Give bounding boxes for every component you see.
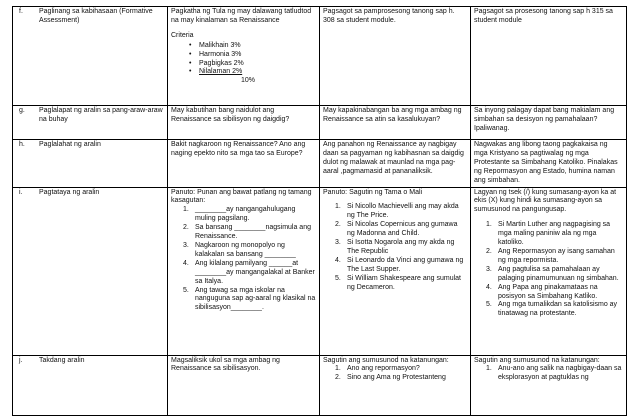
quiz-item: 4. Ang kilalang pamilyang ______at ________ay mangangalakal at Banker sa Italya.	[183, 259, 315, 285]
day1-cell	[168, 187, 320, 355]
day2-cell	[320, 355, 471, 415]
criteria-title: Criteria	[171, 31, 194, 39]
cell-text: Pagsagot sa pamprosesong tanong sap h. 308 sa student module.	[323, 8, 455, 24]
homework-item: 2. Sino ang Ama ng Protestanteng	[335, 374, 446, 382]
homework-item: 1. Anu-ano ang salik na nagbigay-daan sa eksplorasyon at pagtuklas ng	[486, 365, 622, 382]
row-label: Paglalahat ng aralin	[39, 141, 101, 148]
row-label-cell	[13, 140, 168, 188]
homework-list	[474, 365, 623, 383]
criteria-item: • Malikhain 3%	[199, 42, 316, 51]
quiz-item: 3. Si Isotta Nogarola ang my akda ng The Republic	[335, 239, 455, 255]
row-label: Paglalapat ng aralin sa pang-araw-araw na buhay	[39, 107, 163, 123]
cell-text: Sa inyong palagay dapat bang makialam ang simbahan sa desisyon ng pamahalaan? Ipaliwanag.	[474, 107, 615, 132]
quiz-item: 2. Ang Repormasyon ay isang samahan ng mga repormista.	[486, 247, 615, 264]
quiz-list	[171, 206, 316, 313]
quiz-item: 1. Si Martin Luther ang nagpagising sa mga maling paniniw ala ng mga katoliko.	[486, 221, 611, 247]
criteria-item: • Pagbigkas 2%	[199, 60, 316, 69]
cell-text: Nagwakas ang libong taong pagkakaisa ng mga Kristyano sa pagtiwalag ng mga Protestante sa Simbahang Katoliko. Pinalakas ng Repormasyon ang Estado, humina naman ang simbahan.	[474, 141, 618, 184]
day1-cell	[168, 106, 320, 140]
quiz-item: 5. Ang mga tumalikdan sa katolisismo ay tinatawag na protestante.	[486, 301, 618, 318]
day1-cell	[168, 140, 320, 188]
quiz-item: 3. Ang pagtulisa sa pamahalaan ay palaging pinamumunuan ng simbahan.	[486, 265, 619, 282]
day2-cell	[320, 7, 471, 106]
cell-text: Ang panahon ng Renaissance ay nagbigay daan sa pagyaman ng kabihasnan sa daigdig dulot ng malawak at maunlad na mga pag-aaral ,pagmamasid at pananaliksik.	[323, 141, 464, 175]
day2-cell	[320, 140, 471, 188]
row-label: Paglinang sa kabihasaan (Formative Assessment)	[39, 8, 153, 24]
row-label-cell	[13, 187, 168, 355]
table-row	[13, 187, 627, 355]
table-row	[13, 106, 627, 140]
quiz-list	[474, 221, 623, 319]
quiz-instructions: Panuto: Sagutin ng Tama o Mali	[323, 188, 423, 196]
criteria-list	[171, 42, 316, 78]
cell-text: Pagkatha ng Tula ng may dalawang tatludtod na may kinalaman sa Renaissance	[171, 8, 312, 24]
cell-text: Magsaliksik ukol sa mga ambag ng Renaissance sa sibilisasyon.	[171, 356, 280, 373]
quiz-item: 5. Ang tawag sa mga iskolar na nanguguna sap ag-aaral ng klasikal na sibilisasyon________.	[183, 286, 316, 312]
criteria-item: • Nilalaman 2%	[199, 68, 316, 77]
row-letter: j.	[19, 356, 23, 364]
row-letter: h.	[19, 141, 25, 148]
day3-cell	[471, 187, 627, 355]
quiz-item: 2. Sa bansang ________nagsimula ang Renaissance.	[183, 224, 311, 241]
homework-instructions: Sagutin ang sumusunod na katanungan:	[323, 356, 449, 364]
cell-text: Bakit nagkaroon ng Renaissance? Ano ang naging epekto nito sa mga tao sa Europe?	[171, 141, 306, 157]
homework-list	[323, 365, 467, 383]
row-letter: i.	[19, 188, 23, 196]
day2-cell	[320, 106, 471, 140]
day3-cell	[471, 355, 627, 415]
table-row	[13, 7, 627, 106]
table-row	[13, 355, 627, 415]
day2-cell	[320, 187, 471, 355]
homework-instructions: Sagutin ang sumusunod na katanungan:	[474, 356, 600, 364]
row-label-cell	[13, 7, 168, 106]
day3-cell	[471, 7, 627, 106]
cell-text: May kabutihan bang naidulot ang Renaissance sa sibilisyon ng daigdig?	[171, 107, 290, 123]
quiz-instructions: Panuto: Punan ang bawat patlang ng tamang kasagutan:	[171, 188, 312, 205]
day3-cell	[471, 106, 627, 140]
criteria-total: 10%	[241, 77, 256, 85]
row-letter: f.	[19, 8, 23, 15]
quiz-item: 4. Ang Papa ang pinakamataas na posisyon sa Simbahang Katliko.	[486, 283, 598, 300]
quiz-list	[323, 203, 467, 292]
quiz-item: 3. Nagkaroon ng monopolyo ng kalakalan sa bansang ________	[183, 241, 296, 258]
quiz-item: 1. Si Nicollo Machievelli ang may akda ng The Price.	[335, 203, 459, 220]
day3-cell	[471, 140, 627, 188]
quiz-item: 2. Si Nicolas Copernicus ang gumawa ng Madonna and Child.	[335, 221, 458, 238]
row-label: Takdang aralin	[39, 356, 85, 364]
quiz-item: 1. ________ay nangangahulugang muling pagsilang.	[183, 206, 296, 223]
row-label: Pagtataya ng aralin	[39, 188, 100, 196]
homework-item: 1. Ano ang repormasyon?	[335, 365, 420, 373]
row-label-cell	[13, 355, 168, 415]
row-letter: g.	[19, 107, 25, 114]
quiz-instructions: Lagyan ng tsek (/) kung sumasang-ayon ka at ekis (X) kung hindi ka sumasang-ayon sa sumusunod na pangungusap.	[474, 188, 617, 214]
day1-cell	[168, 355, 320, 415]
criteria-item: • Harmonia 3%	[199, 51, 316, 60]
row-label-cell	[13, 106, 168, 140]
quiz-item: 4. Si Leonardo da Vinci ang gumawa ng The Last Supper.	[335, 256, 464, 273]
lesson-plan-table	[12, 6, 627, 416]
table-row	[13, 140, 627, 188]
cell-text: May kapakinabangan ba ang mga ambag ng Renaissance sa atin sa kasalukuyan?	[323, 107, 462, 123]
cell-text: Pagsagot sa prosesong tanong sap h 315 sa student module	[474, 8, 613, 24]
quiz-item: 5. Si William Shakespeare ang sumulat ng Decameron.	[335, 274, 461, 291]
day1-cell	[168, 7, 320, 106]
